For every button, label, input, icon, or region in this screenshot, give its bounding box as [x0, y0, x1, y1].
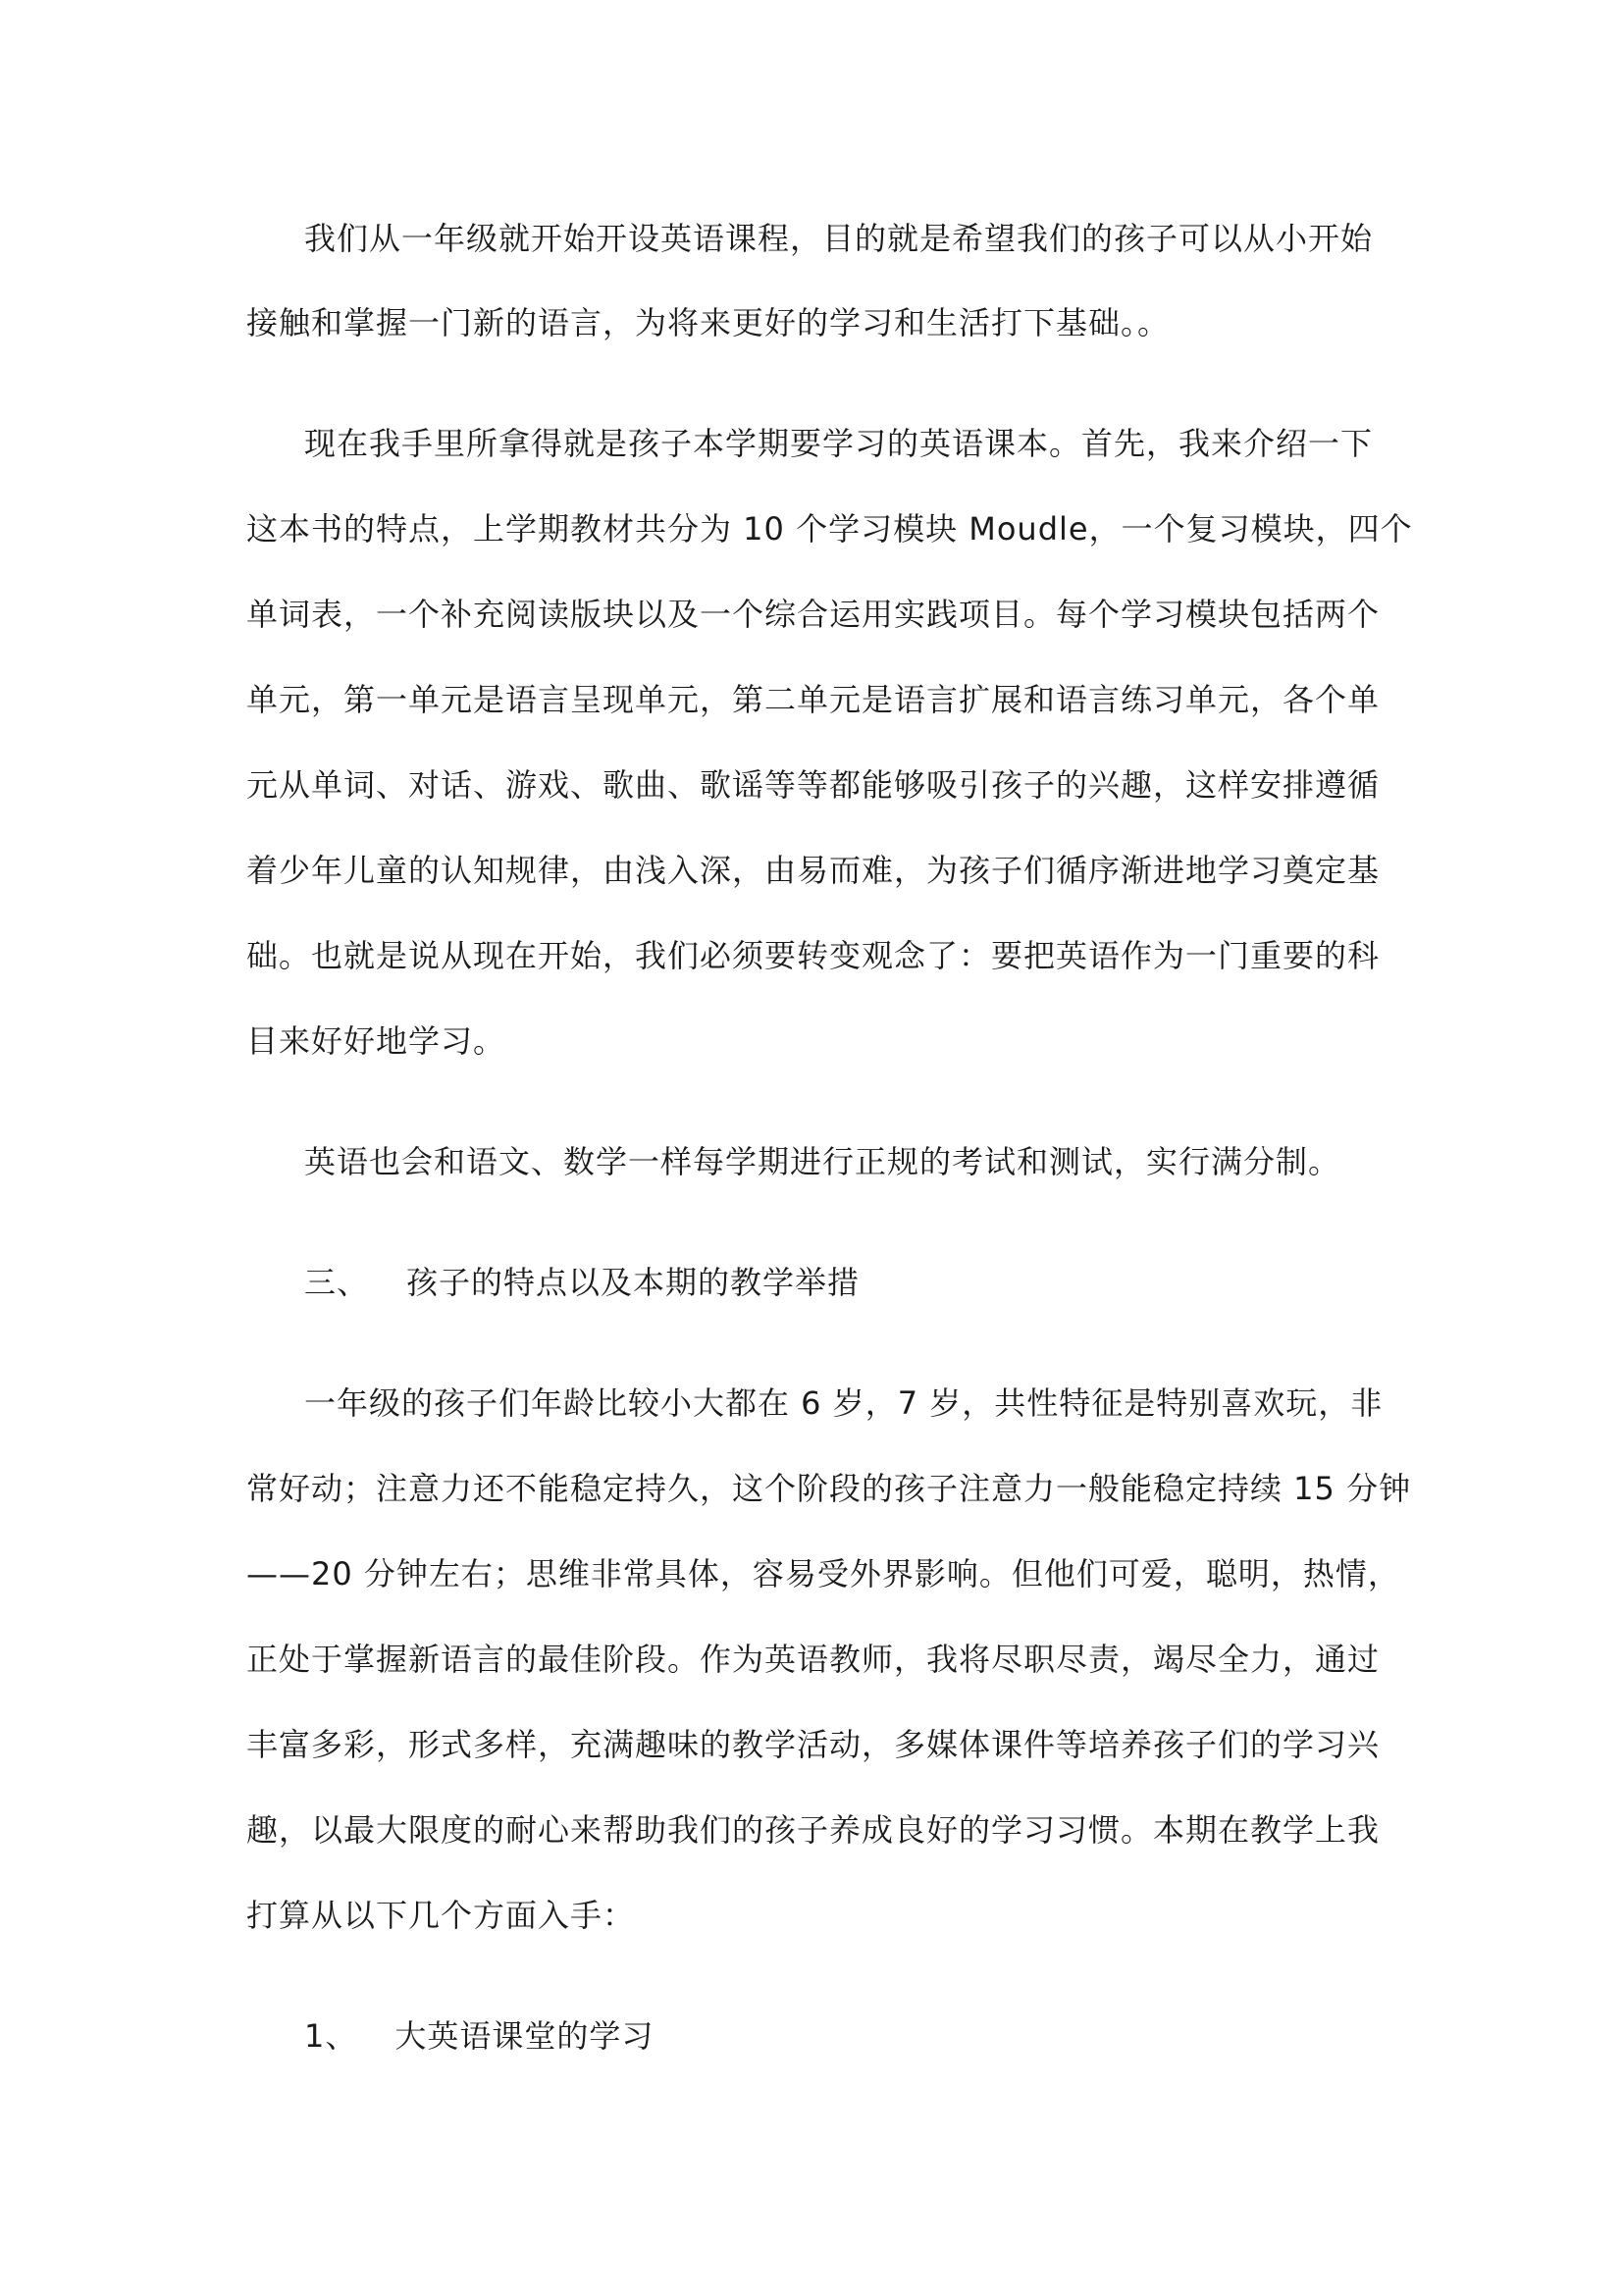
- paragraph-1-line-2: 接触和掌握一门新的语言，为将来更好的学习和生活打下基础。。: [246, 304, 1171, 341]
- paragraph-2-line-8: 目来好好地学习。: [246, 1022, 506, 1060]
- paragraph-2-line-2: 这本书的特点，上学期教材共分为 10 个学习模块 Moudle，一个复习模块，四个: [246, 510, 1413, 548]
- paragraph-4-line-7: 打算从以下几个方面入手：: [246, 1897, 636, 1934]
- subsection-heading-number: 1、: [304, 2017, 358, 2055]
- section-heading-text: 孩子的特点以及本期的教学举措: [406, 1264, 861, 1301]
- paragraph-2-line-3: 单词表，一个补充阅读版块以及一个综合运用实践项目。每个学习模块包括两个: [246, 596, 1381, 633]
- paragraph-2-line-5: 元从单词、对话、游戏、歌曲、歌谣等等都能够吸引孩子的兴趣，这样安排遵循: [246, 766, 1381, 804]
- paragraph-4-line-4: 正处于掌握新语言的最佳阶段。作为英语教师，我将尽职尽责，竭尽全力，通过: [246, 1641, 1381, 1678]
- paragraph-4-line-1: 一年级的孩子们年龄比较小大都在 6 岁，7 岁，共性特征是特别喜欢玩，非: [304, 1384, 1384, 1422]
- paragraph-2-line-4: 单元，第一单元是语言呈现单元，第二单元是语言扩展和语言练习单元，各个单: [246, 681, 1381, 718]
- paragraph-4-line-5: 丰富多彩，形式多样，充满趣味的教学活动，多媒体课件等培养孩子们的学习兴: [246, 1726, 1381, 1763]
- paragraph-2-line-7: 础。也就是说从现在开始，我们必须要转变观念了：要把英语作为一门重要的科: [246, 937, 1381, 974]
- paragraph-3-line-1: 英语也会和语文、数学一样每学期进行正规的考试和测试，实行满分制。: [304, 1143, 1341, 1180]
- paragraph-2-line-1: 现在我手里所拿得就是孩子本学期要学习的英语课本。首先，我来介绍一下: [304, 425, 1374, 462]
- paragraph-4-line-2: 常好动；注意力还不能稳定持久，这个阶段的孩子注意力一般能稳定持续 15 分钟: [246, 1470, 1412, 1507]
- paragraph-4-line-6: 趣，以最大限度的耐心来帮助我们的孩子养成良好的学习习惯。本期在教学上我: [246, 1811, 1381, 1849]
- subsection-heading-text: 大英语课堂的学习: [394, 2017, 654, 2055]
- section-heading-number: 三、: [304, 1264, 370, 1301]
- section-heading: [304, 1263, 860, 1302]
- paragraph-1-line-1: 我们从一年级就开始开设英语课程，目的就是希望我们的孩子可以从小开始: [304, 220, 1374, 257]
- subsection-heading: [304, 2016, 654, 2056]
- paragraph-4-line-3: ——20 分钟左右；思维非常具体，容易受外界影响。但他们可爱，聪明，热情，: [246, 1555, 1400, 1592]
- paragraph-2-line-6: 着少年儿童的认知规律，由浅入深，由易而难，为孩子们循序渐进地学习奠定基: [246, 852, 1381, 889]
